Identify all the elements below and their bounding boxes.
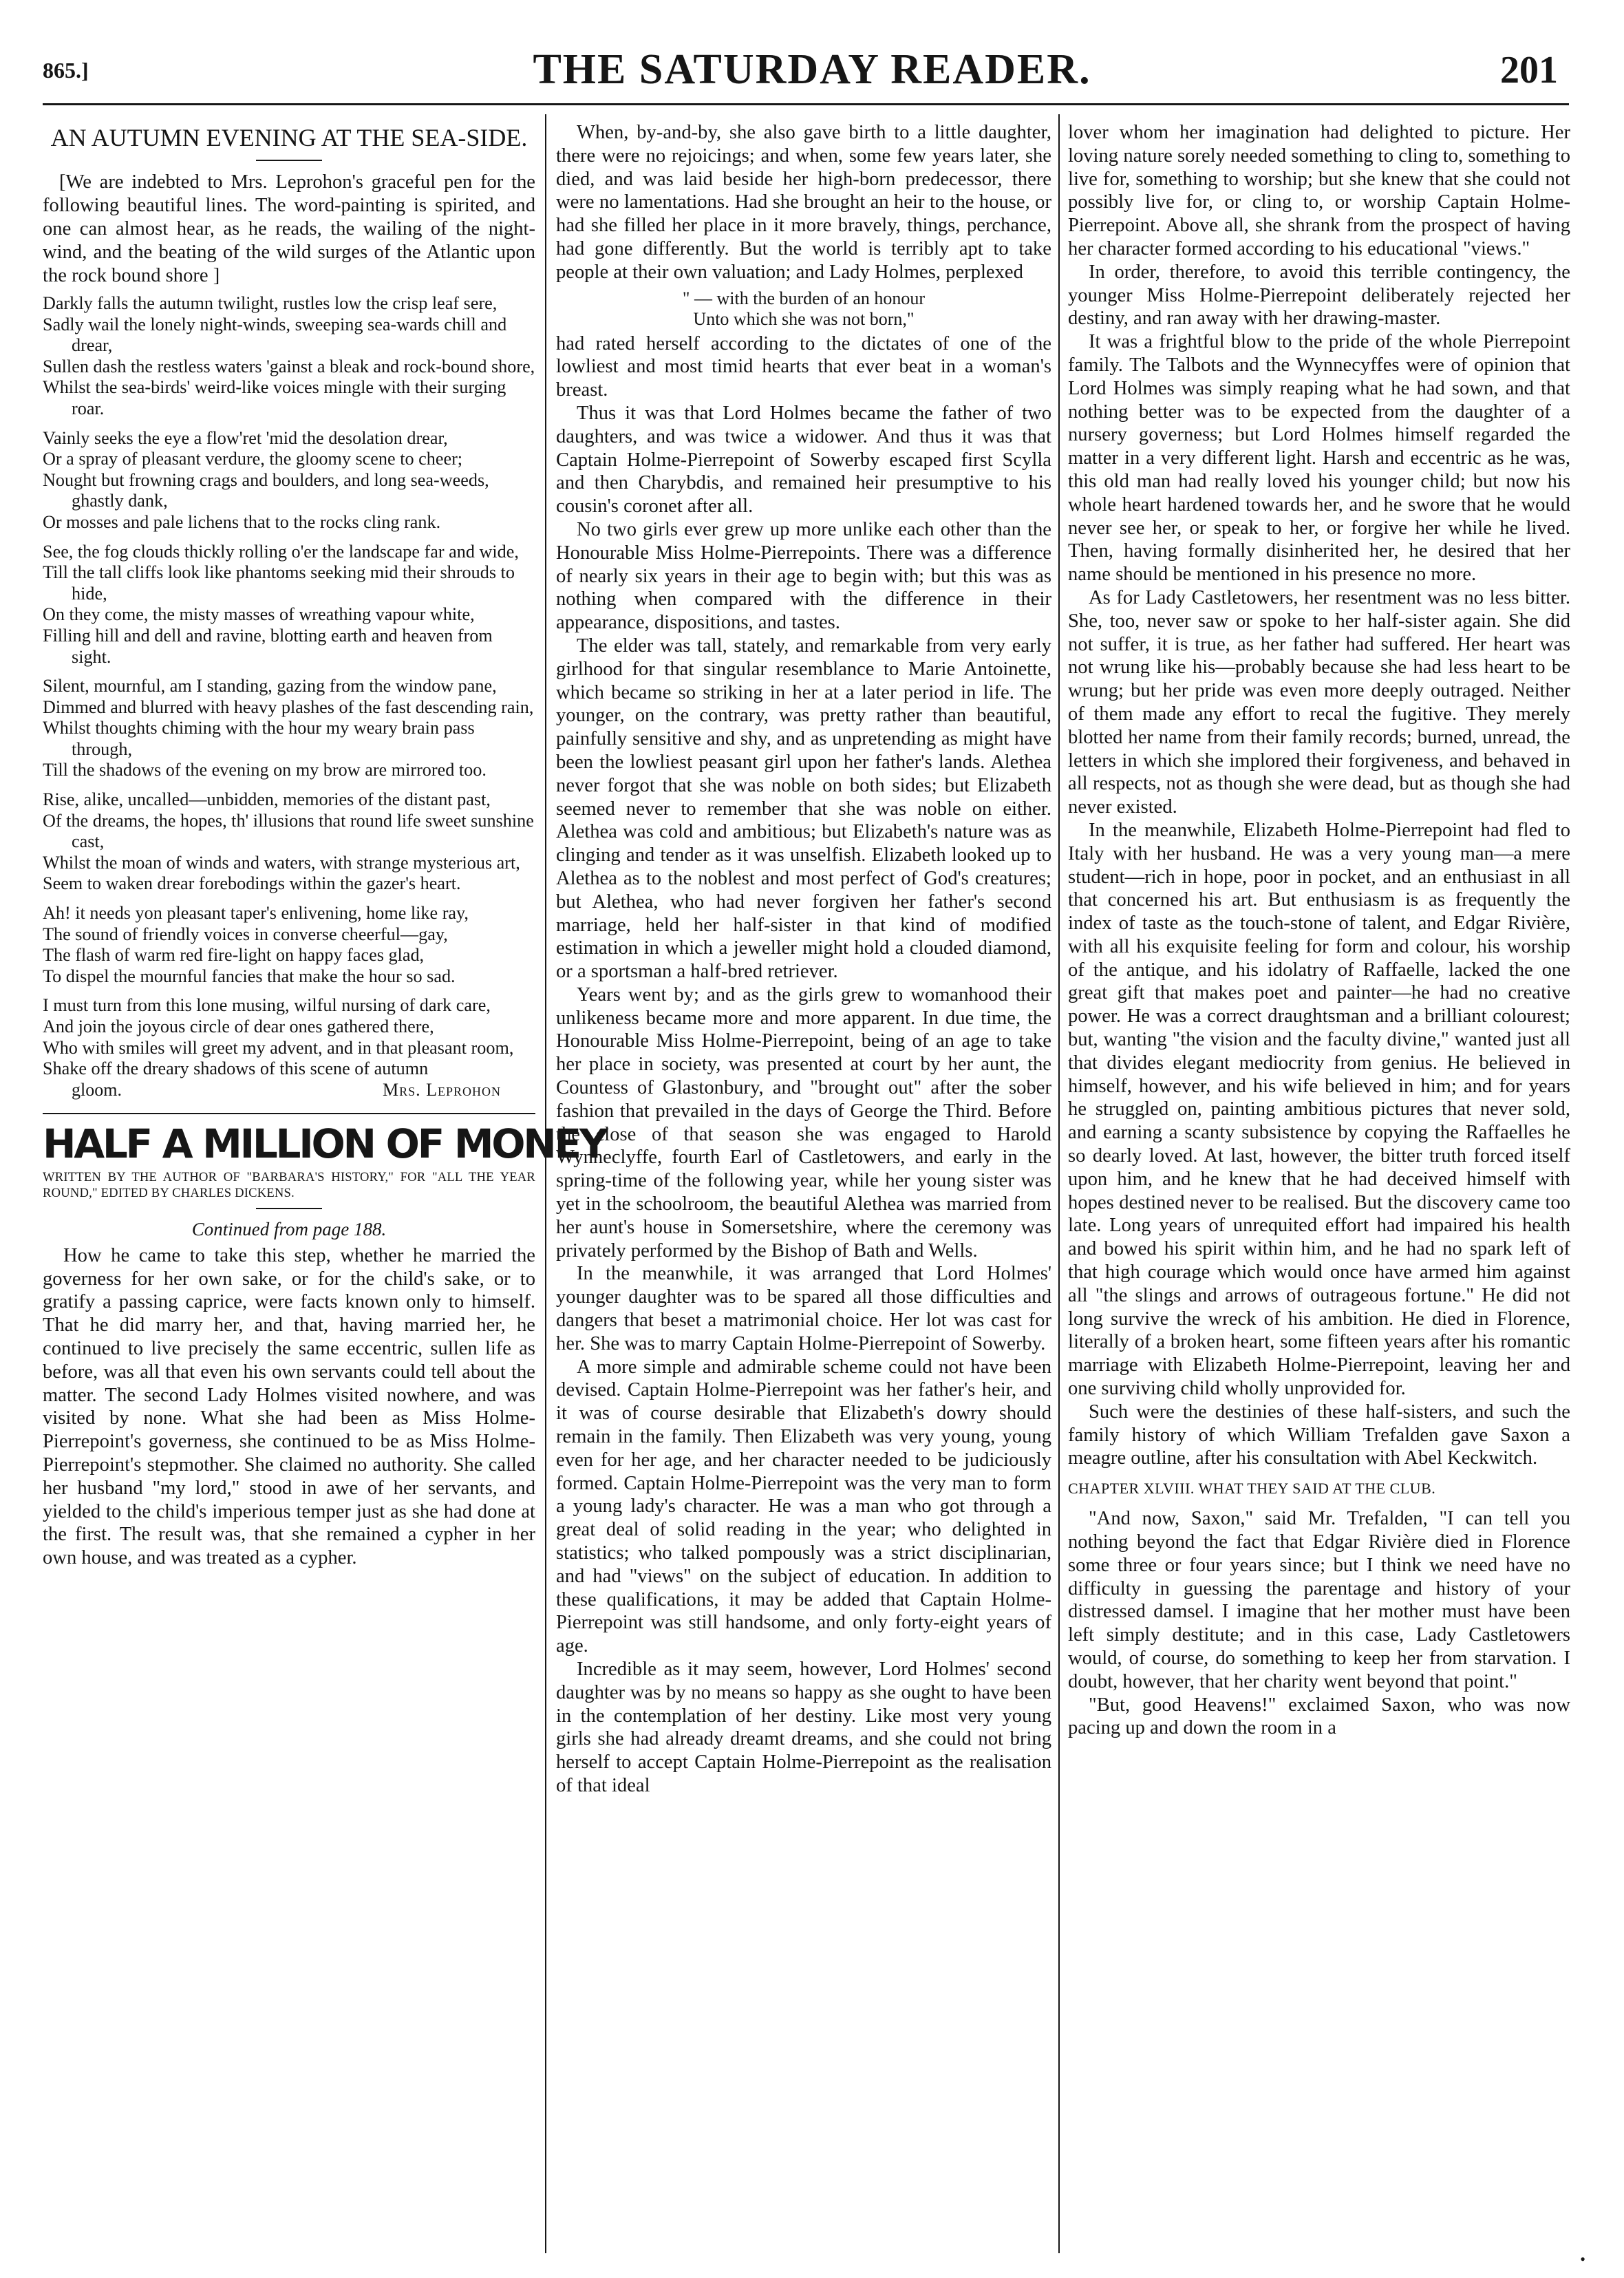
paragraph: lover whom her imagination had delighted to picture. Her loving nature sorely needed something to cling to, something to live for, something to worship; but she knew that she could not possibly live for, or cling to, or worship Captain Holme-Pierrepoint. Above all, she shrank from the prospect of having her character formed according to his educational "views."	[1068, 122, 1570, 259]
poem-line: Rise, alike, uncalled—unbidden, memories of the distant past,	[43, 789, 491, 810]
paragraph: The elder was tall, stately, and remarkable from very early girlhood for that singular resemblance to Marie Antoinette, which became so striking in her at a later period in life. The younger, on the contrary, was pretty rather than beautiful, painfully sensitive and shy, and as unpretending as might have been the lowliest peasant girl upon her father's lands. Alethea never forgot that she was noble on both sides; but Elizabeth seemed never to remember that she was noble on either. Alethea was cold and ambitious; but Elizabeth's nature was as clinging and tender as it was unselfish. Elizabeth looked up to Alethea as to the noblest and most perfect of God's creatures; but Alethea, who had never forgiven her father's second marriage, held her half-sister in that kind of modified estimation in which a jeweller might hold a clouded diamond, or a sportsman a half-bred retriever.	[556, 635, 1051, 983]
quote-line: " — with the burden of an honour	[682, 288, 926, 308]
poetry-quote	[556, 288, 1051, 330]
column-rule	[545, 114, 546, 2253]
column-3	[1068, 121, 1570, 2250]
paragraph: It was a frightful blow to the pride of the whole Pierrepoint family. The Talbots and the Wynnecyffes were of opinion that Lord Holmes was simply reaping what he had sown, and that nothing better was to be expected from the daughter of a nursery governess; but Lord Holmes himself regarded the matter in a very different light. Harsh and eccentric as he was, this old man had really loved his younger child; but now his whole heart hardened towards her, and he swore that he would never see her, or speak to her, or forgive her while he lived. Then, having formally disinherited her, he desired that her name should be mentioned in his presence no more.	[1068, 331, 1570, 586]
poem-stanza	[43, 293, 535, 420]
paragraph: A more simple and admirable scheme could not have been devised. Captain Holme-Pierrepoint was her father's heir, and it was of course desirable that Elizabeth's dowry should remain in the family. Then Elizabeth was very young, young even for her age, and her character needed to be judiciously formed. Captain Holme-Pierrepoint was the very man to form a young lady's character. He was a man who got through a great deal of solid reading in the year; who delighted in statistics; who talked pompously was a strict disciplinarian, and had "views" on the subject of education. In addition to these qualifications, it may be added that Captain Holme-Pierrepoint was still handsome, and only forty-eight years of age.	[556, 1356, 1051, 1657]
poem-line: Whilst the moan of winds and waters, with strange mysterious art,	[43, 852, 520, 873]
paragraph: Years went by; and as the girls grew to womanhood their unlikeness became more and more apparent. In due time, the Honourable Miss Holme-Pierrepoint, being of an age to take her place in society, was presented at court by her aunt, the Countess of Glastonbury, and "brought out" after the sober fashion that prevailed in the days of George the Third. Before the close of that season she was engaged to Harold Wynneclyffe, fourth Earl of Castletowers, and early in the spring-time of the following year, while her young sister was yet in the schoolroom, the beautiful Alethea was married from her aunt's house in Somersetshire, where the ceremony was privately performed by the Bishop of Bath and Wells.	[556, 983, 1051, 1262]
masthead-title: THE SATURDAY READER.	[533, 46, 1091, 93]
column-1	[43, 121, 606, 2250]
chapter-heading: CHAPTER XLVIII. WHAT THEY SAID AT THE CLUB.	[1068, 1480, 1436, 1498]
poem-line: I must turn from this lone musing, wilful nursing of dark care,	[43, 995, 491, 1016]
paragraph: "But, good Heavens!" exclaimed Saxon, who was now pacing up and down the room in a	[1068, 1694, 1570, 1739]
poem-line: And join the joyous circle of dear ones gathered there,	[43, 1016, 434, 1036]
poem-signature-line	[43, 1080, 535, 1100]
paragraph: As for Lady Castletowers, her resentment was no less bitter. She, too, never saw or spoke to her half-sister again. She did not suffer, it is true, as her father had suffered. Her heart was not wrung like his—probably because she had less heart to be wrung; but her pride was even more deeply outraged. Neither of them made any effort to recal the fugitive. They merely blotted her name from their family records; burned, unread, the letters in which she implored their forgiveness, and behaved in all respects, not as though she were dead, but as though she had never existed.	[1068, 586, 1570, 818]
paragraph: When, by-and-by, she also gave birth to a little daughter, there were no rejoicings; and when, some few years later, she died, and was laid beside her high-born predecessor, there were no lamentations. Had she brought an heir to the house, or had she filled her place in it more bravely, things, perchance, had gone differently. But the world is terribly apt to take people at their own valuation; and Lady Holmes, perplexed	[556, 122, 1051, 283]
continued-note: Continued from page 188.	[191, 1218, 387, 1239]
masthead-year: 865.]	[43, 58, 89, 83]
poem-line: Sullen dash the restless waters 'gainst a bleak and rock-bound shore,	[43, 356, 535, 376]
poem-line: Dimmed and blurred with heavy plashes of the fast descending rain,	[43, 696, 534, 717]
poem-line: Ah! it needs yon pleasant taper's enlivening, home like ray,	[43, 903, 469, 924]
col3-body-a	[1068, 121, 1570, 1470]
poem-line: Silent, mournful, am I standing, gazing from the window pane,	[43, 676, 497, 696]
poem-line: Of the dreams, the hopes, th' illusions that round life sweet sunshine cast,	[43, 810, 534, 852]
poem-line: Seem to waken drear forebodings within the gazer's heart.	[43, 873, 461, 894]
col2-body-b	[556, 332, 1051, 1798]
column-2	[556, 121, 1051, 2250]
poem-author: Mrs. Leprohon	[382, 1079, 501, 1100]
page-mark: •	[1580, 2250, 1585, 2268]
paragraph: Thus it was that Lord Holmes became the father of two daughters, and was twice a widower. And thus it was that Captain Holme-Pierrepoint of Sowerby escaped first Scylla and then Charybdis, and remained heir presumptive to his cousin's coronet after all.	[556, 402, 1051, 518]
poem-line: Nought but frowning crags and boulders, and long sea-weeds, ghastly dank,	[43, 469, 489, 511]
page-number: 201	[1500, 49, 1558, 92]
poem-line: Till the tall cliffs look like phantoms seeking mid their shrouds to hide,	[43, 562, 515, 604]
poem-line: Whilst thoughts chiming with the hour my weary brain pass through,	[43, 718, 475, 759]
paragraph: In order, therefore, to avoid this terrible contingency, the younger Miss Holme-Pierrepoint deliberately rejected her destiny, and ran away with her drawing-master.	[1068, 261, 1570, 330]
paragraph: "And now, Saxon," said Mr. Trefalden, "I can tell you nothing beyond the fact that Edgar Rivière died in Florence some three or four years since; but I think we need have no difficulty in guessing the parentage and history of your distressed damsel. I imagine that her mother must have been left simply destitute; and in this case, Lady Castletowers would, of course, do something to keep her from starvation. I doubt, however, that her charity went beyond that point."	[1068, 1508, 1570, 1692]
poem-line: Sadly wail the lonely night-winds, sweeping sea-wards chill and drear,	[43, 314, 507, 356]
poem-line: Filling hill and dell and ravine, blotting earth and heaven from sight.	[43, 625, 493, 667]
paragraph: In the meanwhile, it was arranged that Lord Holmes' younger daughter was to be spared all those difficulties and dangers that beset a matrimonial choice. Her lot was cast for her. She was to marry Captain Holme-Pierrepoint of Sowerby.	[556, 1263, 1051, 1354]
paragraph: No two girls ever grew up more unlike each other than the Honourable Miss Holme-Pierrepoints. There was a difference of nearly six years in their age to begin with; but this was as nothing when compared with the difference in their appearance, dispositions, and tastes.	[556, 518, 1051, 634]
poem-line: The sound of friendly voices in converse cheerful—gay,	[43, 924, 448, 944]
poem-line: Who with smiles will greet my advent, and in that pleasant room,	[43, 1037, 514, 1058]
col2-body-a	[556, 121, 1051, 284]
serial-byline: WRITTEN BY THE AUTHOR OF "BARBARA'S HISTORY," FOR "ALL THE YEAR ROUND," EDITED BY CHARLES DICKENS.	[43, 1169, 535, 1200]
poem-line: On they come, the misty masses of wreathing vapour white,	[43, 604, 475, 625]
poem-line: Or a spray of pleasant verdure, the gloomy scene to cheer;	[43, 449, 463, 469]
poem-line: Shake off the dreary shadows of this scene of autumn	[43, 1058, 429, 1079]
poem-final-word: gloom.	[72, 1079, 122, 1100]
byline-rule	[256, 1208, 322, 1209]
poem-stanza	[43, 903, 535, 987]
poem-body	[43, 293, 535, 1080]
poem-stanza	[43, 995, 535, 1079]
poem-line: Darkly falls the autumn twilight, rustles low the crisp leaf sere,	[43, 293, 498, 313]
poem-stanza	[43, 428, 535, 533]
column-rule	[1058, 114, 1060, 2253]
poem-line: Till the shadows of the evening on my brow are mirrored too.	[43, 760, 487, 780]
paragraph: had rated herself according to the dictates of one of the lowliest and most timid hearts that ever beat in a woman's breast.	[556, 332, 1051, 401]
paragraph: How he came to take this step, whether he married the governess for her own sake, or for the child's sake, or to gratify a passing caprice, were facts known only to himself. That he did marry her, and that, having married her, he continued to live precisely the same eccentric, sullen life as before, was all that even his own servants could tell about the matter. The second Lady Holmes visited nowhere, and was visited by none. What she had been as Miss Holme-Pierrepoint's governess, she continued to be as Miss Holme-Pierrepoint's stepmother. She claimed no authority. She called her husband "my lord," stood in awe of her servants, and yielded to the child's imperious temper just as she had done at the first. The result was, that she remained a cypher in her own house, and was treated as a cypher.	[43, 1244, 535, 1569]
article-separator	[43, 1113, 535, 1114]
poem-line: See, the fog clouds thickly rolling o'er the landscape far and wide,	[43, 541, 519, 562]
poem-intro: [We are indebted to Mrs. Leprohon's graceful pen for the following beautiful lines. The word-painting is spirited, and one can almost hear, as he reads, the wailing of the night-wind, and the beating of the wild surges of the Atlantic upon the rock bound shore ]	[43, 171, 535, 286]
serial-title: HALF A MILLION OF MONEY	[43, 1120, 606, 1167]
poem-stanza	[43, 789, 535, 895]
poem-line: Whilst the sea-birds' weird-like voices mingle with their surging roar.	[43, 377, 506, 418]
poem-line: To dispel the mournful fancies that make the hour so sad.	[43, 966, 456, 986]
poem-title: AN AUTUMN EVENING AT THE SEA-SIDE.	[50, 124, 528, 151]
quote-line: Unto which she was not born,"	[693, 308, 915, 329]
paragraph: In the meanwhile, Elizabeth Holme-Pierrepoint had fled to Italy with her husband. He was a very young man—a mere student—rich in hope, poor in pocket, and an enthusiast in all that concerned his art. But enthusiasm is as frequently the index of taste as the touch-stone of talent, and Edgar Rivière, with all his exquisite feeling for form and colour, his worship of the antique, and his idolatry of Raffaelle, lacked the one great gift that makes poet and painter—he had no creative power. He was a correct draughtsman and a brilliant colourest; but, wanting "the vision and the faculty divine," wanted just all that divides elegant mediocrity from genius. He believed in himself, however, and his wife believed in him; and for years he struggled on, painting ambitious pictures that never sold, and earning a scanty subsistence by copying the Raffaelles he so dearly loved. At last, however, the bitter truth forced itself upon him, and he knew that he had deceived himself with hopes destined never to be realised. But the discovery came too late. Long years of unrequited effort had impaired his health and bowed his spirit within him, and he had no spark left of that high courage which would once have armed him against all "the slings and arrows of outrageous fortune." He did not long survive the wreck of his ambition. He died in Florence, literally of a broken heart, some fifteen years after his romantic marriage with Elizabeth Holme-Pierrepoint, leaving her and one surviving child wholly unprovided for.	[1068, 819, 1570, 1400]
title-rule	[256, 160, 322, 161]
paragraph: Incredible as it may seem, however, Lord Holmes' second daughter was by no means so happy as she ought to have been in the contemplation of her destiny. Like most very young girls she had already dreamt dreams, and she could not bring herself to accept Captain Holme-Pierrepoint as the realisation of that ideal	[556, 1659, 1051, 1796]
poem-line: Or mosses and pale lichens that to the rocks cling rank.	[43, 511, 441, 532]
poem-stanza	[43, 542, 535, 668]
poem-stanza	[43, 676, 535, 781]
paragraph: Such were the destinies of these half-sisters, and such the family history of which William Trefalden gave Saxon a meagre outline, after his consultation with Abel Keckwitch.	[1068, 1401, 1570, 1469]
col3-body-b	[1068, 1507, 1570, 1740]
poem-line: The flash of warm red fire-light on happy faces glad,	[43, 945, 425, 966]
poem-line: Vainly seeks the eye a flow'ret 'mid the desolation drear,	[43, 427, 448, 448]
masthead-rule	[43, 103, 1569, 105]
col1-body	[43, 1244, 535, 1570]
